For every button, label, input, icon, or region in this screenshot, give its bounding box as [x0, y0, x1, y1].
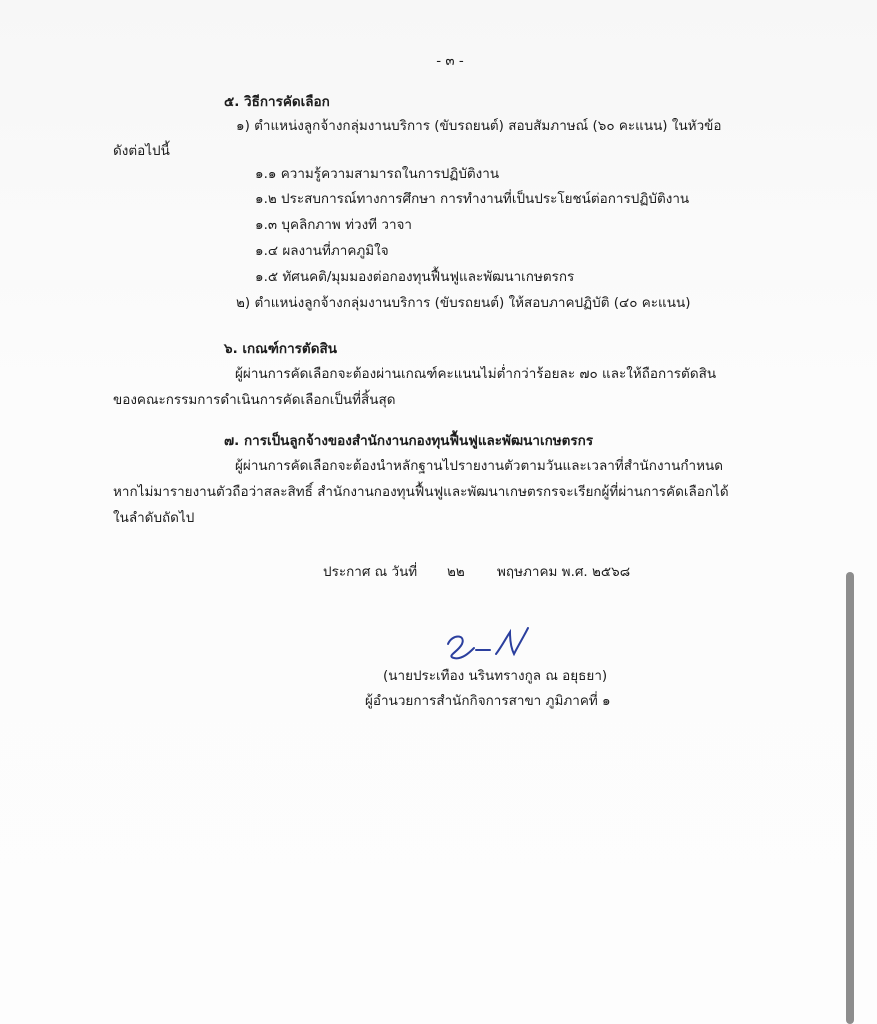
- announcement-month-year: พฤษภาคม พ.ศ. ๒๕๖๘: [497, 564, 631, 580]
- section-7-line-3: ในลำดับถัดไป: [113, 510, 195, 526]
- section-5-subitem: ๑.๓ บุคลิกภาพ ท่วงที วาจา: [255, 217, 413, 233]
- signatory-name: (นายประเทือง นรินทรางกูล ณ อยุธยา): [383, 668, 608, 684]
- section-7-line-2: หากไม่มารายงานตัวถือว่าสละสิทธิ์ สำนักงานกองทุนฟื้นฟูและพัฒนาเกษตรกรจะเรียกผู้ที่ผ่านการคัดเลือกได้: [113, 484, 729, 500]
- section-5-heading: ๕. วิธีการคัดเลือก: [224, 94, 330, 110]
- announcement-day: ๒๒: [447, 564, 465, 580]
- signatory-title: ผู้อำนวยการสำนักกิจการสาขา ภูมิภาคที่ ๑: [365, 693, 611, 709]
- section-5-subitem: ๑.๕ ทัศนคติ/มุมมองต่อกองทุนฟื้นฟูและพัฒนาเกษตรกร: [255, 269, 575, 285]
- section-7-heading: ๗. การเป็นลูกจ้างของสำนักงานกองทุนฟื้นฟูและพัฒนาเกษตรกร: [224, 433, 594, 449]
- section-6-line-2: ของคณะกรรมการดำเนินการคัดเลือกเป็นที่สิ้นสุด: [113, 392, 396, 408]
- section-5-subitem: ๑.๔ ผลงานที่ภาคภูมิใจ: [255, 243, 389, 259]
- announcement-date-label: ประกาศ ณ วันที่: [323, 564, 418, 580]
- section-6-heading: ๖. เกณฑ์การตัดสิน: [224, 341, 337, 357]
- section-5-item-1-line-2: ดังต่อไปนี้: [113, 143, 170, 159]
- vertical-scrollbar[interactable]: [846, 572, 854, 1024]
- section-6-line-1: ผู้ผ่านการคัดเลือกจะต้องผ่านเกณฑ์คะแนนไม่ต่ำกว่าร้อยละ ๗๐ และให้ถือการตัดสิน: [235, 366, 717, 382]
- signature-image: [440, 624, 540, 664]
- section-5-item-2: ๒) ตำแหน่งลูกจ้างกลุ่มงานบริการ (ขับรถยนต์) ให้สอบภาคปฏิบัติ (๔๐ คะแนน): [236, 295, 691, 311]
- section-5-item-1-line-1: ๑) ตำแหน่งลูกจ้างกลุ่มงานบริการ (ขับรถยนต์) สอบสัมภาษณ์ (๖๐ คะแนน) ในหัวข้อ: [236, 118, 722, 134]
- section-5-subitem: ๑.๑ ความรู้ความสามารถในการปฏิบัติงาน: [255, 166, 500, 182]
- page-number: - ๓ -: [436, 53, 464, 69]
- section-7-line-1: ผู้ผ่านการคัดเลือกจะต้องนำหลักฐานไปรายงานตัวตามวันและเวลาที่สำนักงานกำหนด: [235, 458, 723, 474]
- section-5-subitem: ๑.๒ ประสบการณ์ทางการศึกษา การทำงานที่เป็นประโยชน์ต่อการปฏิบัติงาน: [255, 191, 690, 207]
